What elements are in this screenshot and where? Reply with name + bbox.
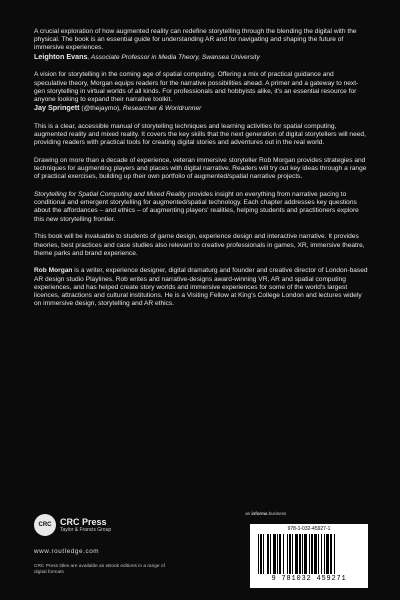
publisher-website: www.routledge.com [34, 548, 100, 555]
description-paragraph-4 [34, 233, 368, 258]
review-1-role: , Associate Professor in Media Theory, Swansea University [87, 53, 260, 61]
description-p2-text: Drawing on more than a decade of experience, veteran immersive storyteller Rob Morgan provides strategies and techniques for augmenting players and places with digital narrative. Readers will try out key ideas through a range of practical exercises, building up their own portfolio of augmented/spatial narrative projects. [34, 156, 367, 181]
description-p3-rest: provides insight on everything from narrative pacing to conditional and emergent storytelling for augmented/spatial technology. Each chapter addresses key questions about the affordances – and ethics – of augmenting players' realities, helping students and practitioners explore this new storytelling frontier. [34, 191, 359, 223]
review-1-text: A crucial exploration of how augmented reality can redefine storytelling through the blending the digital with the physical. The book is an essential guide for understanding AR and for navigating and shaping the future of immersive experiences. [34, 28, 357, 52]
review-2 [34, 71, 368, 113]
isbn-barcode-box [250, 524, 368, 588]
barcode-icon [258, 534, 360, 574]
description-paragraph-1 [34, 123, 368, 148]
publisher-group: Taylor & Francis Group [60, 527, 112, 533]
author-bio [34, 267, 368, 308]
description-p4-text: This book will be invaluable to students of game design, experience design and interactive narrative. It provides theories, best practices and case studies also relevant to creative professionals in games, XR, immersive theatre, theme parks and brand experience. [34, 233, 365, 257]
review-2-name: Jay Springett [34, 103, 80, 113]
review-2-role: , Researcher & Worldrunner [119, 105, 202, 113]
informa-brand: informa [251, 511, 268, 516]
informa-tagline [245, 511, 286, 516]
review-1 [34, 28, 368, 62]
crc-logo-icon: CRC [34, 514, 56, 536]
review-1-name: Leighton Evans [34, 51, 88, 61]
publisher-logo [34, 514, 111, 536]
review-2-attribution [34, 104, 368, 113]
description-p3-text [34, 191, 368, 224]
description-paragraph-2 [34, 157, 368, 182]
description-paragraph-3 [34, 191, 368, 224]
barcode-digits: 9 781032 459271 [271, 575, 347, 583]
author-name: Rob Morgan [34, 267, 73, 275]
informa-prefix: an [245, 511, 252, 516]
ebook-note: CRC Press titles are available as eBook editions in a range of digital formats [34, 564, 165, 575]
publisher-name: CRC Press [60, 517, 107, 527]
review-1-attribution [34, 53, 368, 62]
cover-footer [34, 511, 368, 594]
publisher-text [60, 517, 111, 533]
review-2-handle: (@thejaymo) [79, 105, 120, 113]
book-title-inline: Storytelling for Spatial Computing and Mixed Reality [34, 191, 187, 199]
isbn-number: 978-1-032-45927-1 [287, 526, 331, 532]
author-bio-rest: is a writer, experience designer, digital dramaturg and founder and creative director of London-based AR design studio Playlines. Rob writes and narrative-designs award-winning VR, AR and spatial computing experiences, and has helped create story worlds and immersive experiences for some of the world's largest licences, attractions and cultural institutions. He is a Visiting Fellow at King's College London and lectures widely on immersive design, storytelling and AR ethics. [34, 267, 368, 308]
review-2-text: A vision for storytelling in the coming age of spatial computing. Offering a mix of practical guidance and speculative theory, Morgan equips readers for the narrative possibilities ahead. A primer and a gateway to next-gen storytelling in virtual worlds of all kinds. For professionals and hobbyists alike, it's an essential resource for anyone looking to expand their narrative toolkit. [34, 71, 359, 103]
author-bio-text [34, 267, 368, 308]
informa-suffix: business [267, 511, 286, 516]
description-p1-text: This is a clear, accessible manual of storytelling techniques and learning activities for spatial computing, augmented reality and mixed reality. It covers the key skills that the next generation of digital storytellers will need, providing readers with practical tools for creating digital stories and adventures out in the real world. [34, 122, 366, 147]
